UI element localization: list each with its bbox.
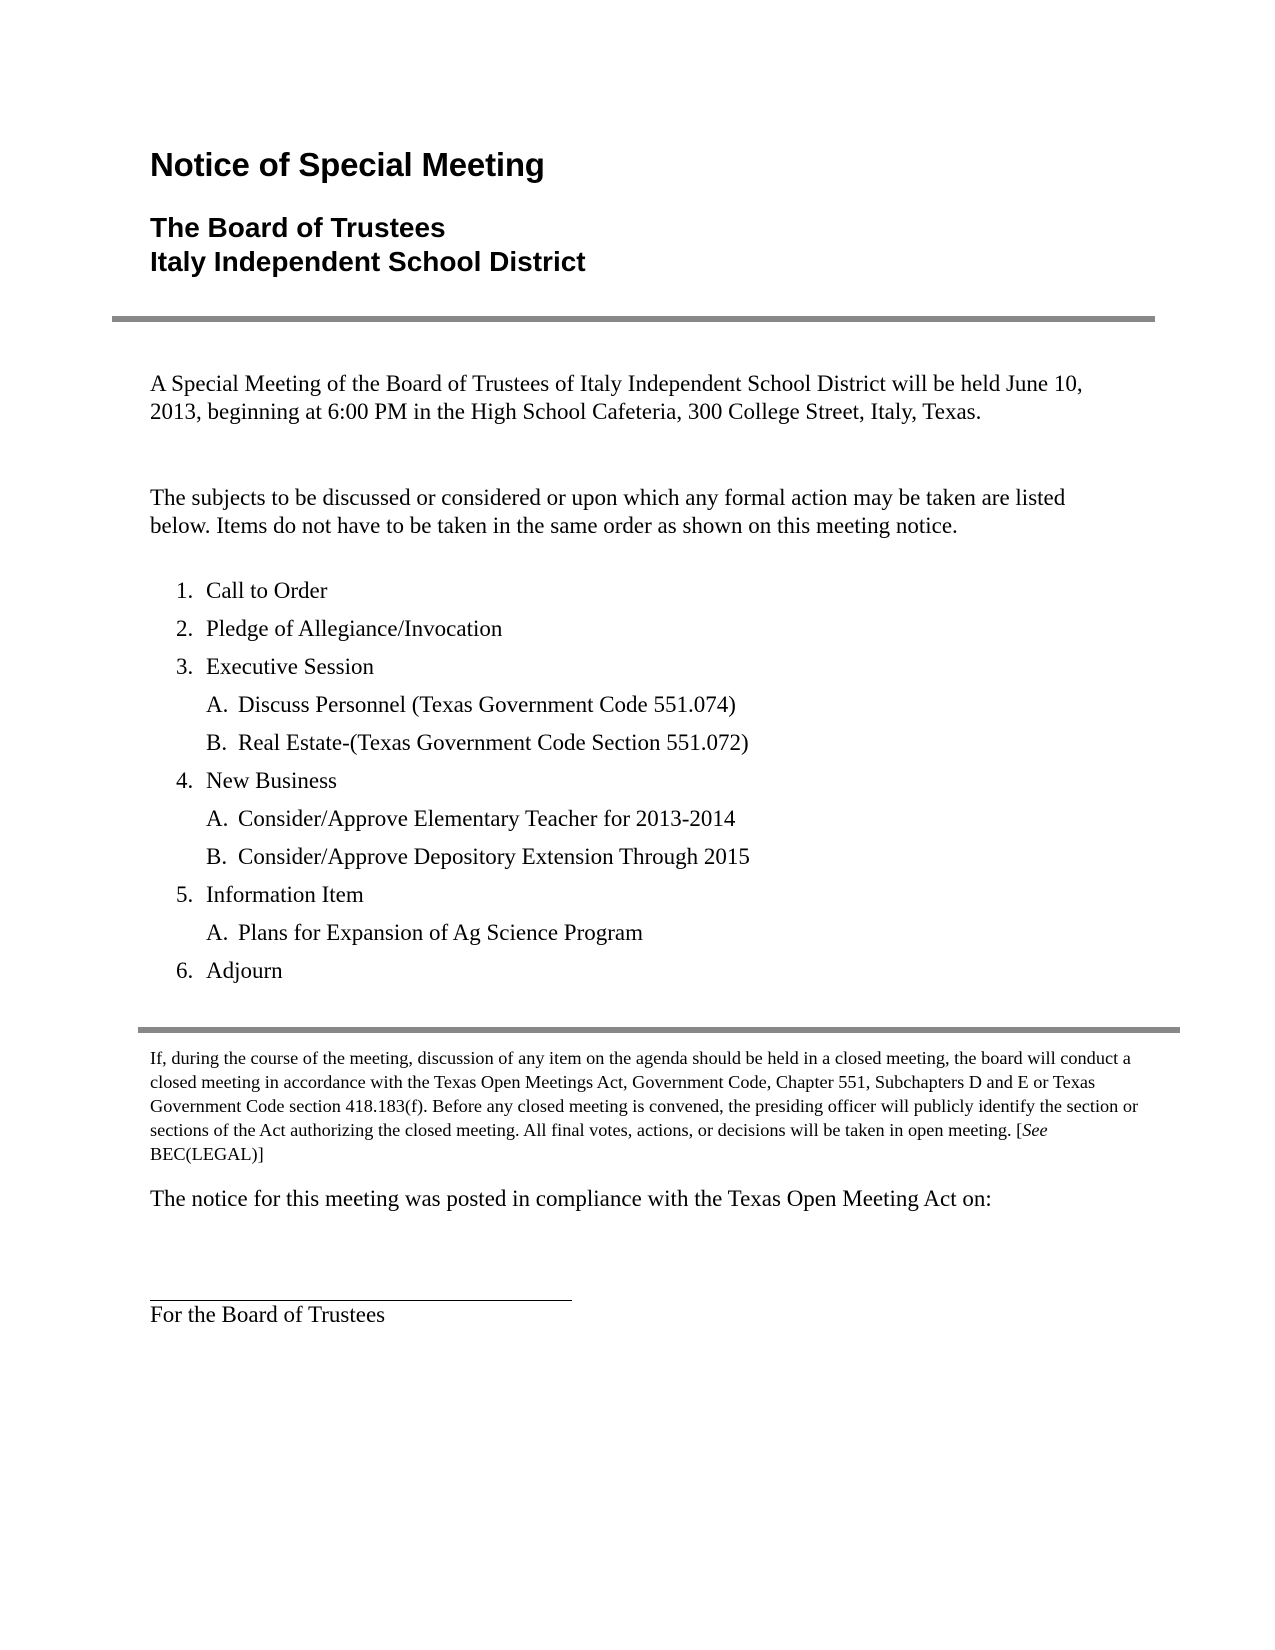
agenda-subitem-letter: A. [206,806,229,831]
agenda-subitem-label: Consider/Approve Depository Extension Through 2015 [238,844,750,869]
agenda-item [176,876,750,914]
agenda-subitem-letter: A. [206,920,229,945]
agenda-item-number: 3. [176,654,194,679]
signature-caption: For the Board of Trustees [150,1302,386,1327]
subjects-paragraph: The subjects to be discussed or considered or upon which any formal action may be taken are listed below. Items do not have to be taken in the same order as shown on this meeting notice. [150,485,1066,538]
agenda-subitem [176,838,750,876]
agenda-item-number: 5. [176,882,194,907]
agenda-subitem-label: Plans for Expansion of Ag Science Program [238,920,643,945]
closed-meeting-notice [150,1046,1150,1166]
agenda-item [176,572,750,610]
agenda-item-number: 2. [176,616,194,641]
legal-text: If, during the course of the meeting, discussion of any item on the agenda should be held in a closed meeting, the board will conduct a closed meeting in accordance with the Texas Open Meetings Act, Government Code, Chapter 551, Subchapters D and E or Texas Government Code section 418.183(f). Before any closed meeting is convened, the presiding officer will publicly identify the section or sections of the Act authorizing the closed meeting. All final votes, actions, or decisions will be taken in open meeting. [ [150,1048,1139,1140]
meeting-intro-paragraph: A Special Meeting of the Board of Trustees of Italy Independent School District will be held June 10, 2013, beginning at 6:00 PM in the High School Cafeteria, 300 College Street, Italy, Texas. [150,371,1083,424]
agenda-subitem [176,800,750,838]
agenda-item [176,952,750,990]
agenda-item-label: Call to Order [206,578,328,603]
agenda-subitem-label: Real Estate-(Texas Government Code Section 551.072) [238,730,749,755]
page-title: Notice of Special Meeting [150,146,545,183]
agenda-item-number: 4. [176,768,194,793]
agenda-item-label: Executive Session [206,654,374,679]
agenda-subitem-letter: A. [206,692,229,717]
agenda-list [176,572,750,990]
district-heading: Italy Independent School District [150,246,586,277]
agenda-subitem [176,686,750,724]
posting-statement: The notice for this meeting was posted in compliance with the Texas Open Meeting Act on: [150,1186,992,1211]
agenda-item [176,648,750,686]
agenda-subitem-label: Consider/Approve Elementary Teacher for 2013-2014 [238,806,736,831]
agenda-item-label: Information Item [206,882,364,907]
legal-divider [138,1027,1180,1033]
agenda-item [176,610,750,648]
header-divider [112,316,1155,322]
agenda-item-number: 6. [176,958,194,983]
signature-line [150,1300,572,1301]
agenda-item-label: Pledge of Allegiance/Invocation [206,616,503,641]
agenda-item-label: Adjourn [206,958,283,983]
agenda-subitem-letter: B. [206,730,228,755]
legal-reference: BEC(LEGAL)] [150,1144,264,1164]
agenda-subitem [176,724,750,762]
agenda-item-number: 1. [176,578,194,603]
agenda-item-label: New Business [206,768,337,793]
agenda-item [176,762,750,800]
agenda-subitem-label: Discuss Personnel (Texas Government Code 551.074) [238,692,736,717]
board-heading: The Board of Trustees [150,212,446,243]
legal-see: See [1022,1120,1048,1140]
agenda-subitem-letter: B. [206,844,228,869]
agenda-subitem [176,914,750,952]
